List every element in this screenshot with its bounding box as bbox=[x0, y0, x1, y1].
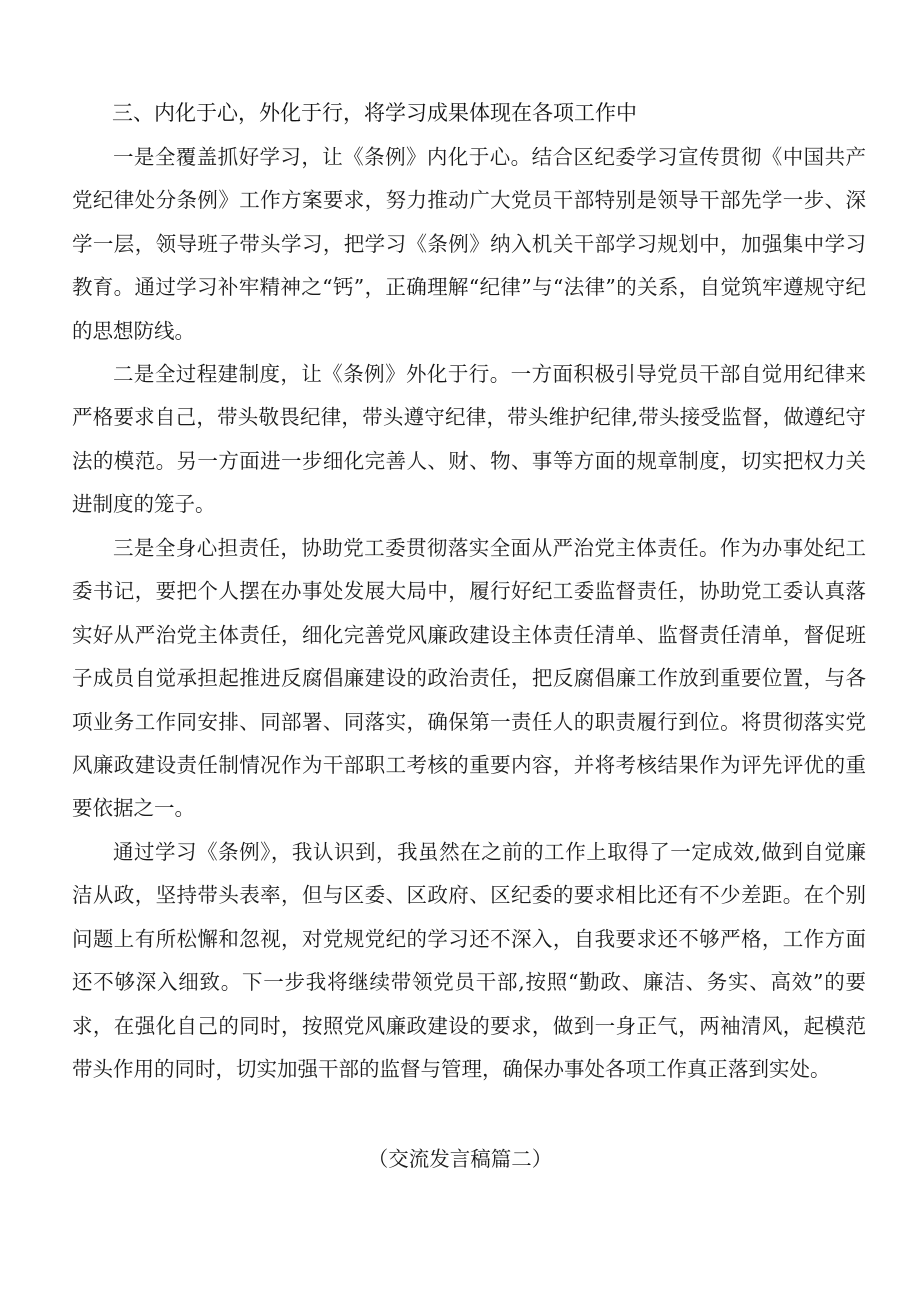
section-heading: 三、内化于心，外化于行，将学习成果体现在各项工作中 bbox=[112, 101, 637, 125]
next-section-subtitle: （交流发言稿篇二） bbox=[367, 1147, 553, 1171]
paragraph-take-responsibility: 三是全身心担责任，协助党工委贯彻落实全面从严治党主体责任。作为办事处纪工委书记，要把个人摆在办事处发展大局中，履行好纪工委监督责任，协助党工委认真落实好从严治党主体责任，细化完善党风廉政建设主体责任清单、监督责任清单，督促班子成员自觉承担起推进反腐倡廉建设的政治责任，把反腐倡廉工作放到重要位置，与各项业务工作同安排、同部署、同落实，确保第一责任人的职责履行到位。将贯彻落实党风廉政建设责任制情况作为干部职工考核的重要内容，并将考核结果作为评先评优的重要依据之一。 bbox=[72, 536, 866, 821]
paragraph-conclusion: 通过学习《条例》，我认识到，我虽然在之前的工作上取得了一定成效,做到自觉廉洁从政，坚持带头表率，但与区委、区政府、区纪委的要求相比还有不少差距。在个别问题上有所松懈和忽视，对党规党纪的学习还不深入，自我要求还不够严格，工作方面还不够深入细致。下一步我将继续带领党员干部,按照“勤政、廉洁、务实、高效”的要求，在强化自己的同时，按照党风廉政建设的要求，做到一身正气，两袖清风，起模范带头作用的同时，切实加强干部的监督与管理，确保办事处各项工作真正落到实处。 bbox=[72, 840, 866, 1082]
paragraph-study-coverage: 一是全覆盖抓好学习，让《条例》内化于心。结合区纪委学习宣传贯彻《中国共产党纪律处分条例》工作方案要求，努力推动广大党员干部特别是领导干部先学一步、深学一层，领导班子带头学习，把学习《条例》纳入机关干部学习规划中，加强集中学习教育。通过学习补牢精神之“钙”，正确理解“纪律”与“法律”的关系，自觉筑牢遵规守纪的思想防线。 bbox=[72, 145, 866, 343]
paragraph-build-system: 二是全过程建制度，让《条例》外化于行。一方面积极引导党员干部自觉用纪律来严格要求自己，带头敬畏纪律，带头遵守纪律，带头维护纪律,带头接受监督，做遵纪守法的模范。另一方面进一步细化完善人、财、物、事等方面的规章制度，切实把权力关进制度的笼子。 bbox=[72, 362, 866, 517]
